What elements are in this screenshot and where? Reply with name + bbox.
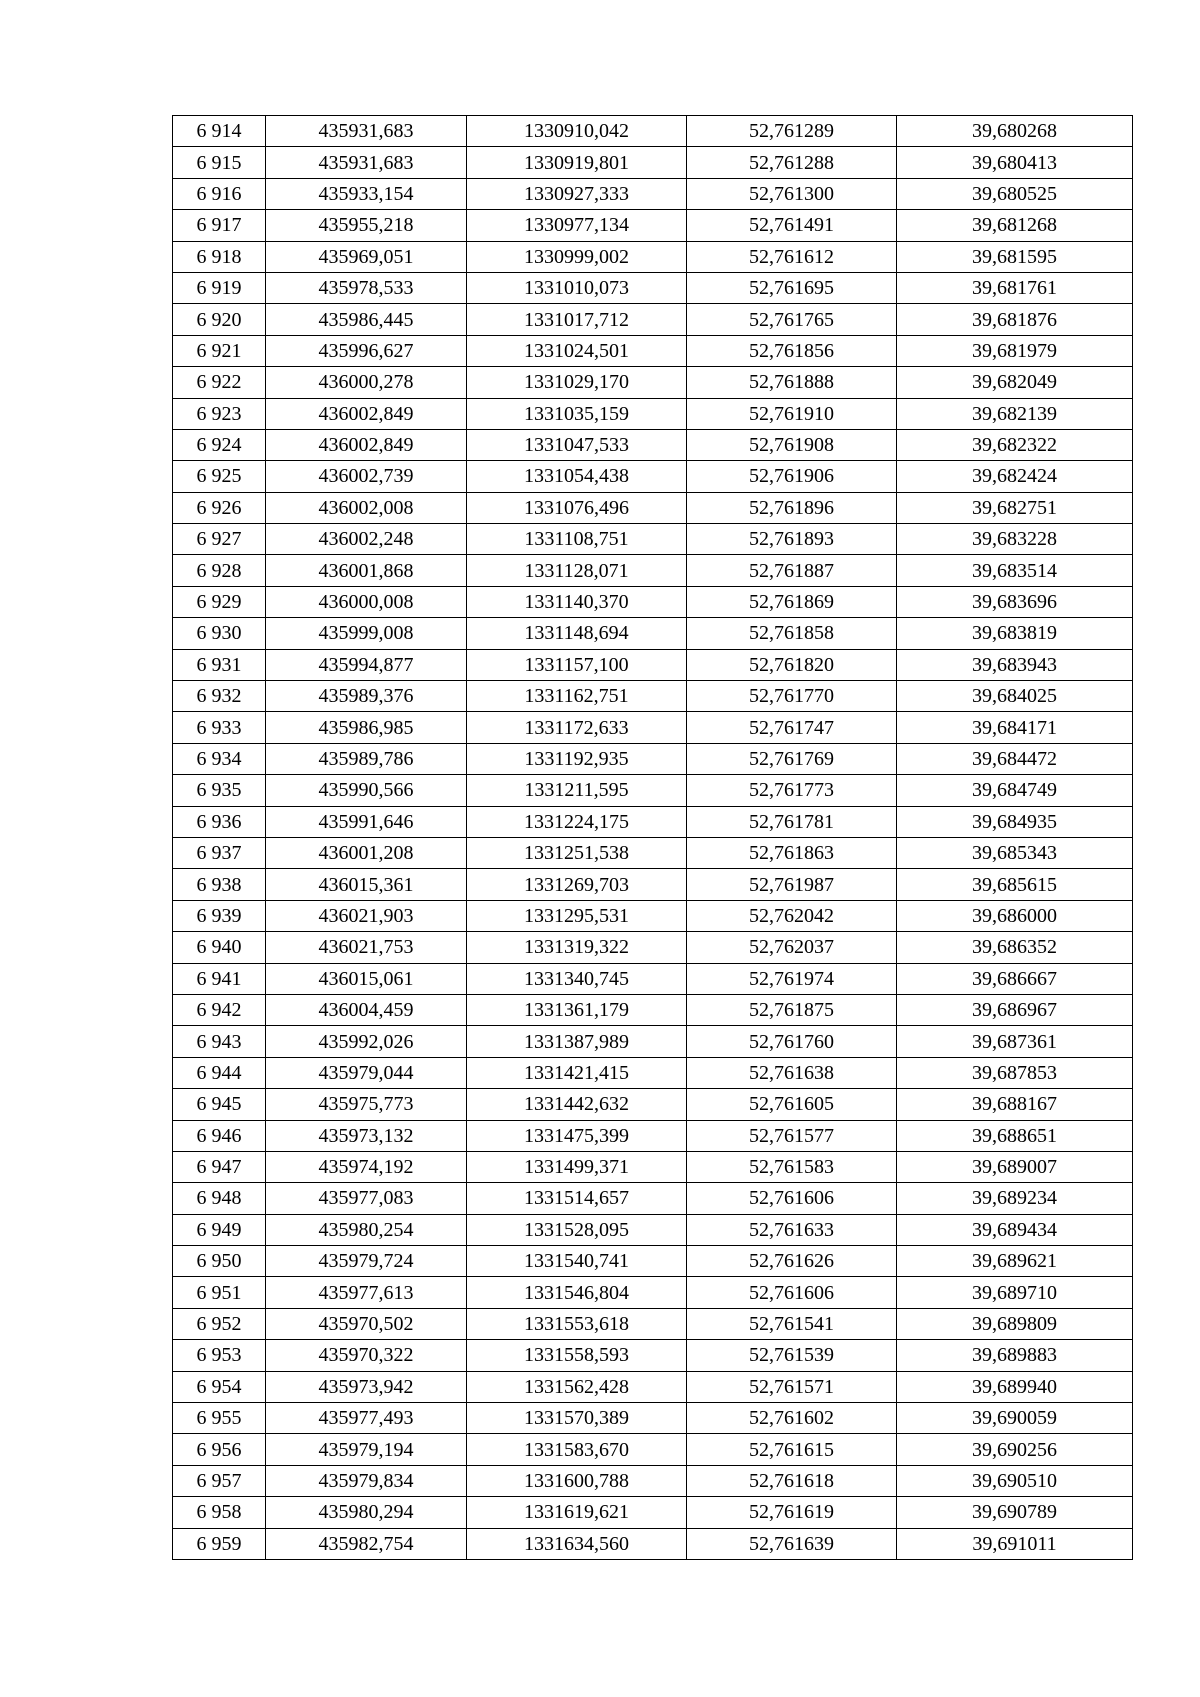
y-coordinate-cell: 1331421,415 <box>467 1057 687 1088</box>
table-row <box>173 524 1133 555</box>
point-number-cell: 6 957 <box>173 1465 266 1496</box>
latitude-cell: 52,761781 <box>687 806 897 837</box>
table-row <box>173 932 1133 963</box>
y-coordinate-cell: 1331224,175 <box>467 806 687 837</box>
x-coordinate-cell: 435970,502 <box>266 1308 467 1339</box>
latitude-cell: 52,761289 <box>687 116 897 147</box>
latitude-cell: 52,762042 <box>687 900 897 931</box>
y-coordinate-cell: 1331108,751 <box>467 524 687 555</box>
latitude-cell: 52,761906 <box>687 461 897 492</box>
latitude-cell: 52,761875 <box>687 994 897 1025</box>
table-row <box>173 681 1133 712</box>
y-coordinate-cell: 1331054,438 <box>467 461 687 492</box>
longitude-cell: 39,684472 <box>897 743 1133 774</box>
point-number-cell: 6 920 <box>173 304 266 335</box>
longitude-cell: 39,689234 <box>897 1183 1133 1214</box>
longitude-cell: 39,689434 <box>897 1214 1133 1245</box>
x-coordinate-cell: 435977,613 <box>266 1277 467 1308</box>
latitude-cell: 52,761633 <box>687 1214 897 1245</box>
y-coordinate-cell: 1331514,657 <box>467 1183 687 1214</box>
x-coordinate-cell: 436002,849 <box>266 429 467 460</box>
point-number-cell: 6 929 <box>173 586 266 617</box>
y-coordinate-cell: 1331319,322 <box>467 932 687 963</box>
longitude-cell: 39,681979 <box>897 335 1133 366</box>
table-row <box>173 398 1133 429</box>
latitude-cell: 52,761300 <box>687 178 897 209</box>
table-row <box>173 147 1133 178</box>
table-row <box>173 649 1133 680</box>
latitude-cell: 52,761974 <box>687 963 897 994</box>
y-coordinate-cell: 1331499,371 <box>467 1151 687 1182</box>
x-coordinate-cell: 435979,044 <box>266 1057 467 1088</box>
y-coordinate-cell: 1331010,073 <box>467 272 687 303</box>
point-number-cell: 6 938 <box>173 869 266 900</box>
x-coordinate-cell: 435986,985 <box>266 712 467 743</box>
x-coordinate-cell: 435969,051 <box>266 241 467 272</box>
x-coordinate-cell: 435977,493 <box>266 1403 467 1434</box>
point-number-cell: 6 953 <box>173 1340 266 1371</box>
x-coordinate-cell: 436001,868 <box>266 555 467 586</box>
x-coordinate-cell: 436015,361 <box>266 869 467 900</box>
table-row <box>173 775 1133 806</box>
point-number-cell: 6 955 <box>173 1403 266 1434</box>
table-row <box>173 241 1133 272</box>
table-row <box>173 1151 1133 1182</box>
point-number-cell: 6 946 <box>173 1120 266 1151</box>
x-coordinate-cell: 435955,218 <box>266 210 467 241</box>
x-coordinate-cell: 435977,083 <box>266 1183 467 1214</box>
table-row <box>173 1277 1133 1308</box>
latitude-cell: 52,761858 <box>687 618 897 649</box>
y-coordinate-cell: 1331528,095 <box>467 1214 687 1245</box>
latitude-cell: 52,761577 <box>687 1120 897 1151</box>
latitude-cell: 52,761541 <box>687 1308 897 1339</box>
x-coordinate-cell: 435991,646 <box>266 806 467 837</box>
latitude-cell: 52,761615 <box>687 1434 897 1465</box>
table-row <box>173 335 1133 366</box>
x-coordinate-cell: 435986,445 <box>266 304 467 335</box>
latitude-cell: 52,761888 <box>687 367 897 398</box>
latitude-cell: 52,761583 <box>687 1151 897 1182</box>
point-number-cell: 6 924 <box>173 429 266 460</box>
x-coordinate-cell: 435989,376 <box>266 681 467 712</box>
y-coordinate-cell: 1331128,071 <box>467 555 687 586</box>
x-coordinate-cell: 435973,942 <box>266 1371 467 1402</box>
table-row <box>173 618 1133 649</box>
latitude-cell: 52,761491 <box>687 210 897 241</box>
longitude-cell: 39,683819 <box>897 618 1133 649</box>
longitude-cell: 39,681876 <box>897 304 1133 335</box>
longitude-cell: 39,686967 <box>897 994 1133 1025</box>
table-row <box>173 492 1133 523</box>
latitude-cell: 52,761639 <box>687 1528 897 1559</box>
point-number-cell: 6 925 <box>173 461 266 492</box>
y-coordinate-cell: 1331269,703 <box>467 869 687 900</box>
x-coordinate-cell: 435974,192 <box>266 1151 467 1182</box>
longitude-cell: 39,684749 <box>897 775 1133 806</box>
longitude-cell: 39,680525 <box>897 178 1133 209</box>
y-coordinate-cell: 1331157,100 <box>467 649 687 680</box>
longitude-cell: 39,689621 <box>897 1246 1133 1277</box>
y-coordinate-cell: 1331076,496 <box>467 492 687 523</box>
latitude-cell: 52,761612 <box>687 241 897 272</box>
x-coordinate-cell: 435978,533 <box>266 272 467 303</box>
x-coordinate-cell: 435975,773 <box>266 1089 467 1120</box>
table-row <box>173 586 1133 617</box>
x-coordinate-cell: 435979,834 <box>266 1465 467 1496</box>
table-row <box>173 1403 1133 1434</box>
x-coordinate-cell: 435994,877 <box>266 649 467 680</box>
table-row <box>173 1183 1133 1214</box>
latitude-cell: 52,761765 <box>687 304 897 335</box>
y-coordinate-cell: 1331172,633 <box>467 712 687 743</box>
table-row <box>173 116 1133 147</box>
latitude-cell: 52,761760 <box>687 1026 897 1057</box>
x-coordinate-cell: 435979,724 <box>266 1246 467 1277</box>
point-number-cell: 6 941 <box>173 963 266 994</box>
longitude-cell: 39,684025 <box>897 681 1133 712</box>
table-row <box>173 1465 1133 1496</box>
latitude-cell: 52,761908 <box>687 429 897 460</box>
y-coordinate-cell: 1331251,538 <box>467 837 687 868</box>
table-row <box>173 1308 1133 1339</box>
point-number-cell: 6 936 <box>173 806 266 837</box>
x-coordinate-cell: 435996,627 <box>266 335 467 366</box>
latitude-cell: 52,761539 <box>687 1340 897 1371</box>
longitude-cell: 39,688651 <box>897 1120 1133 1151</box>
latitude-cell: 52,761863 <box>687 837 897 868</box>
y-coordinate-cell: 1330919,801 <box>467 147 687 178</box>
y-coordinate-cell: 1330910,042 <box>467 116 687 147</box>
y-coordinate-cell: 1331024,501 <box>467 335 687 366</box>
x-coordinate-cell: 436004,459 <box>266 994 467 1025</box>
table-row <box>173 1120 1133 1151</box>
point-number-cell: 6 947 <box>173 1151 266 1182</box>
point-number-cell: 6 932 <box>173 681 266 712</box>
y-coordinate-cell: 1331634,560 <box>467 1528 687 1559</box>
longitude-cell: 39,685615 <box>897 869 1133 900</box>
point-number-cell: 6 916 <box>173 178 266 209</box>
table-row <box>173 1434 1133 1465</box>
point-number-cell: 6 926 <box>173 492 266 523</box>
latitude-cell: 52,761288 <box>687 147 897 178</box>
x-coordinate-cell: 435933,154 <box>266 178 467 209</box>
longitude-cell: 39,682424 <box>897 461 1133 492</box>
point-number-cell: 6 942 <box>173 994 266 1025</box>
point-number-cell: 6 959 <box>173 1528 266 1559</box>
longitude-cell: 39,689007 <box>897 1151 1133 1182</box>
table-row <box>173 1246 1133 1277</box>
x-coordinate-cell: 436001,208 <box>266 837 467 868</box>
point-number-cell: 6 933 <box>173 712 266 743</box>
table-row <box>173 1089 1133 1120</box>
x-coordinate-cell: 435980,254 <box>266 1214 467 1245</box>
x-coordinate-cell: 435979,194 <box>266 1434 467 1465</box>
x-coordinate-cell: 436000,278 <box>266 367 467 398</box>
x-coordinate-cell: 435999,008 <box>266 618 467 649</box>
point-number-cell: 6 952 <box>173 1308 266 1339</box>
point-number-cell: 6 934 <box>173 743 266 774</box>
y-coordinate-cell: 1331340,745 <box>467 963 687 994</box>
y-coordinate-cell: 1331570,389 <box>467 1403 687 1434</box>
latitude-cell: 52,761893 <box>687 524 897 555</box>
x-coordinate-cell: 436002,008 <box>266 492 467 523</box>
y-coordinate-cell: 1331148,694 <box>467 618 687 649</box>
latitude-cell: 52,761910 <box>687 398 897 429</box>
point-number-cell: 6 928 <box>173 555 266 586</box>
longitude-cell: 39,680268 <box>897 116 1133 147</box>
longitude-cell: 39,683228 <box>897 524 1133 555</box>
table-row <box>173 178 1133 209</box>
point-number-cell: 6 915 <box>173 147 266 178</box>
table-row <box>173 304 1133 335</box>
longitude-cell: 39,690059 <box>897 1403 1133 1434</box>
point-number-cell: 6 949 <box>173 1214 266 1245</box>
table-row <box>173 994 1133 1025</box>
point-number-cell: 6 958 <box>173 1497 266 1528</box>
latitude-cell: 52,761770 <box>687 681 897 712</box>
x-coordinate-cell: 435980,294 <box>266 1497 467 1528</box>
table-row <box>173 743 1133 774</box>
point-number-cell: 6 944 <box>173 1057 266 1088</box>
point-number-cell: 6 939 <box>173 900 266 931</box>
latitude-cell: 52,761887 <box>687 555 897 586</box>
table-row <box>173 1371 1133 1402</box>
longitude-cell: 39,691011 <box>897 1528 1133 1559</box>
latitude-cell: 52,761896 <box>687 492 897 523</box>
y-coordinate-cell: 1331562,428 <box>467 1371 687 1402</box>
point-number-cell: 6 921 <box>173 335 266 366</box>
y-coordinate-cell: 1331583,670 <box>467 1434 687 1465</box>
latitude-cell: 52,761987 <box>687 869 897 900</box>
y-coordinate-cell: 1331361,179 <box>467 994 687 1025</box>
x-coordinate-cell: 435931,683 <box>266 147 467 178</box>
x-coordinate-cell: 435970,322 <box>266 1340 467 1371</box>
y-coordinate-cell: 1331546,804 <box>467 1277 687 1308</box>
latitude-cell: 52,761638 <box>687 1057 897 1088</box>
longitude-cell: 39,683514 <box>897 555 1133 586</box>
point-number-cell: 6 948 <box>173 1183 266 1214</box>
point-number-cell: 6 954 <box>173 1371 266 1402</box>
x-coordinate-cell: 435931,683 <box>266 116 467 147</box>
x-coordinate-cell: 435973,132 <box>266 1120 467 1151</box>
table-row <box>173 1026 1133 1057</box>
point-number-cell: 6 919 <box>173 272 266 303</box>
y-coordinate-cell: 1331017,712 <box>467 304 687 335</box>
coordinates-table-body <box>173 116 1133 1560</box>
latitude-cell: 52,761695 <box>687 272 897 303</box>
longitude-cell: 39,690510 <box>897 1465 1133 1496</box>
longitude-cell: 39,680413 <box>897 147 1133 178</box>
table-row <box>173 963 1133 994</box>
y-coordinate-cell: 1331600,788 <box>467 1465 687 1496</box>
longitude-cell: 39,682322 <box>897 429 1133 460</box>
y-coordinate-cell: 1331140,370 <box>467 586 687 617</box>
longitude-cell: 39,689809 <box>897 1308 1133 1339</box>
point-number-cell: 6 937 <box>173 837 266 868</box>
table-row <box>173 461 1133 492</box>
table-row <box>173 272 1133 303</box>
longitude-cell: 39,686000 <box>897 900 1133 931</box>
latitude-cell: 52,761773 <box>687 775 897 806</box>
table-row <box>173 837 1133 868</box>
table-row <box>173 1214 1133 1245</box>
longitude-cell: 39,681595 <box>897 241 1133 272</box>
point-number-cell: 6 927 <box>173 524 266 555</box>
x-coordinate-cell: 436015,061 <box>266 963 467 994</box>
longitude-cell: 39,690256 <box>897 1434 1133 1465</box>
point-number-cell: 6 923 <box>173 398 266 429</box>
x-coordinate-cell: 436002,739 <box>266 461 467 492</box>
point-number-cell: 6 943 <box>173 1026 266 1057</box>
table-row <box>173 555 1133 586</box>
latitude-cell: 52,761605 <box>687 1089 897 1120</box>
point-number-cell: 6 931 <box>173 649 266 680</box>
y-coordinate-cell: 1331295,531 <box>467 900 687 931</box>
x-coordinate-cell: 436002,248 <box>266 524 467 555</box>
point-number-cell: 6 935 <box>173 775 266 806</box>
longitude-cell: 39,683696 <box>897 586 1133 617</box>
latitude-cell: 52,761856 <box>687 335 897 366</box>
longitude-cell: 39,687853 <box>897 1057 1133 1088</box>
x-coordinate-cell: 436021,903 <box>266 900 467 931</box>
y-coordinate-cell: 1331387,989 <box>467 1026 687 1057</box>
longitude-cell: 39,690789 <box>897 1497 1133 1528</box>
y-coordinate-cell: 1331619,621 <box>467 1497 687 1528</box>
point-number-cell: 6 950 <box>173 1246 266 1277</box>
x-coordinate-cell: 435992,026 <box>266 1026 467 1057</box>
table-row <box>173 1057 1133 1088</box>
point-number-cell: 6 917 <box>173 210 266 241</box>
y-coordinate-cell: 1331162,751 <box>467 681 687 712</box>
latitude-cell: 52,761606 <box>687 1277 897 1308</box>
y-coordinate-cell: 1330977,134 <box>467 210 687 241</box>
y-coordinate-cell: 1330999,002 <box>467 241 687 272</box>
table-row <box>173 869 1133 900</box>
longitude-cell: 39,689710 <box>897 1277 1133 1308</box>
table-row <box>173 210 1133 241</box>
table-row <box>173 712 1133 743</box>
x-coordinate-cell: 435982,754 <box>266 1528 467 1559</box>
x-coordinate-cell: 435990,566 <box>266 775 467 806</box>
longitude-cell: 39,686667 <box>897 963 1133 994</box>
longitude-cell: 39,683943 <box>897 649 1133 680</box>
table-row <box>173 1497 1133 1528</box>
y-coordinate-cell: 1331029,170 <box>467 367 687 398</box>
point-number-cell: 6 956 <box>173 1434 266 1465</box>
longitude-cell: 39,681761 <box>897 272 1133 303</box>
table-row <box>173 1340 1133 1371</box>
table-row <box>173 1528 1133 1559</box>
point-number-cell: 6 918 <box>173 241 266 272</box>
longitude-cell: 39,682049 <box>897 367 1133 398</box>
latitude-cell: 52,761747 <box>687 712 897 743</box>
table-row <box>173 806 1133 837</box>
y-coordinate-cell: 1331540,741 <box>467 1246 687 1277</box>
table-row <box>173 900 1133 931</box>
y-coordinate-cell: 1331442,632 <box>467 1089 687 1120</box>
coordinates-table <box>172 115 1133 1560</box>
latitude-cell: 52,761626 <box>687 1246 897 1277</box>
longitude-cell: 39,682139 <box>897 398 1133 429</box>
table-row <box>173 429 1133 460</box>
y-coordinate-cell: 1331553,618 <box>467 1308 687 1339</box>
point-number-cell: 6 951 <box>173 1277 266 1308</box>
latitude-cell: 52,761606 <box>687 1183 897 1214</box>
x-coordinate-cell: 436021,753 <box>266 932 467 963</box>
y-coordinate-cell: 1330927,333 <box>467 178 687 209</box>
point-number-cell: 6 930 <box>173 618 266 649</box>
longitude-cell: 39,689883 <box>897 1340 1133 1371</box>
latitude-cell: 52,761571 <box>687 1371 897 1402</box>
x-coordinate-cell: 435989,786 <box>266 743 467 774</box>
point-number-cell: 6 922 <box>173 367 266 398</box>
longitude-cell: 39,686352 <box>897 932 1133 963</box>
longitude-cell: 39,688167 <box>897 1089 1133 1120</box>
longitude-cell: 39,684935 <box>897 806 1133 837</box>
latitude-cell: 52,761869 <box>687 586 897 617</box>
y-coordinate-cell: 1331047,533 <box>467 429 687 460</box>
latitude-cell: 52,761769 <box>687 743 897 774</box>
latitude-cell: 52,762037 <box>687 932 897 963</box>
y-coordinate-cell: 1331192,935 <box>467 743 687 774</box>
y-coordinate-cell: 1331475,399 <box>467 1120 687 1151</box>
longitude-cell: 39,685343 <box>897 837 1133 868</box>
longitude-cell: 39,684171 <box>897 712 1133 743</box>
y-coordinate-cell: 1331035,159 <box>467 398 687 429</box>
longitude-cell: 39,681268 <box>897 210 1133 241</box>
latitude-cell: 52,761618 <box>687 1465 897 1496</box>
latitude-cell: 52,761619 <box>687 1497 897 1528</box>
longitude-cell: 39,689940 <box>897 1371 1133 1402</box>
point-number-cell: 6 940 <box>173 932 266 963</box>
table-row <box>173 367 1133 398</box>
y-coordinate-cell: 1331211,595 <box>467 775 687 806</box>
point-number-cell: 6 945 <box>173 1089 266 1120</box>
point-number-cell: 6 914 <box>173 116 266 147</box>
longitude-cell: 39,682751 <box>897 492 1133 523</box>
latitude-cell: 52,761820 <box>687 649 897 680</box>
latitude-cell: 52,761602 <box>687 1403 897 1434</box>
longitude-cell: 39,687361 <box>897 1026 1133 1057</box>
y-coordinate-cell: 1331558,593 <box>467 1340 687 1371</box>
x-coordinate-cell: 436002,849 <box>266 398 467 429</box>
x-coordinate-cell: 436000,008 <box>266 586 467 617</box>
